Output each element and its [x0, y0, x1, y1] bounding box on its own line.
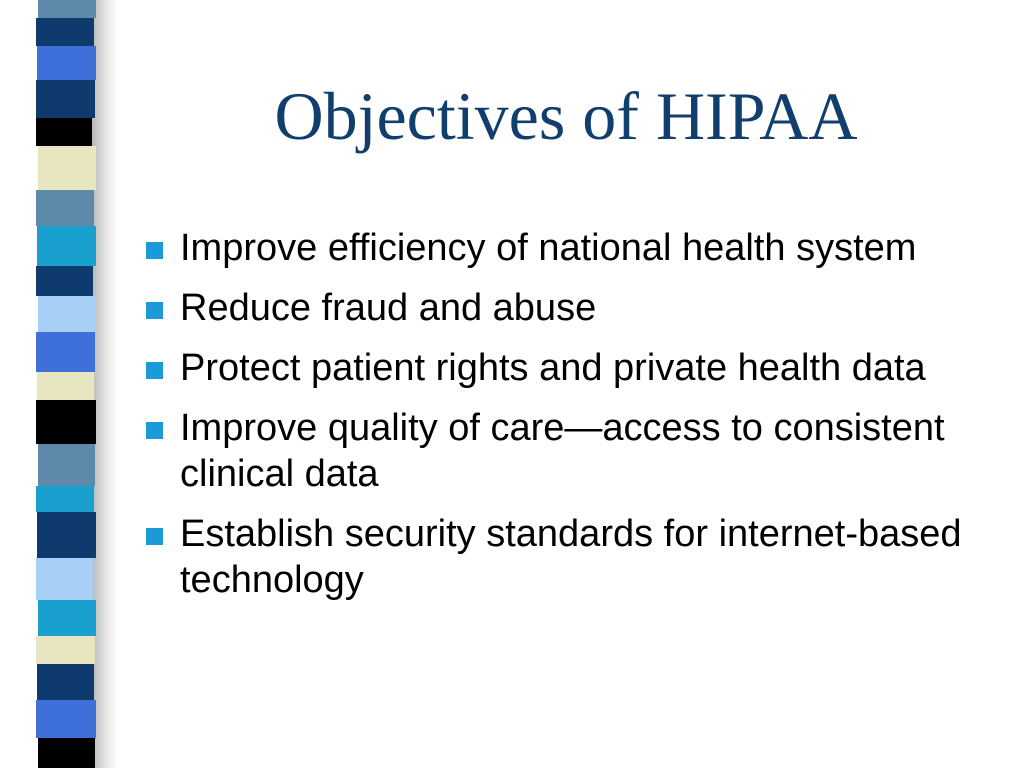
stripe-block: [36, 266, 93, 296]
list-item: [146, 405, 1006, 497]
stripe-block: [38, 600, 96, 636]
stripe-block: [37, 46, 96, 80]
stripe-block: [37, 512, 96, 558]
stripe-block: [38, 296, 96, 332]
stripe-block: [37, 664, 94, 700]
stripe-block: [38, 444, 95, 486]
list-item: [146, 511, 1006, 603]
stripe-block: [38, 738, 95, 768]
square-bullet-icon: [146, 302, 163, 319]
stripe-block: [38, 0, 96, 18]
stripe-block: [36, 332, 95, 372]
stripe-block: [37, 226, 96, 266]
bullet-list: [146, 225, 1006, 617]
list-item: [146, 225, 1006, 271]
stripe-block: [36, 700, 96, 738]
stripe-block: [37, 372, 94, 400]
square-bullet-icon: [146, 422, 163, 439]
list-item: [146, 285, 1006, 331]
bullet-text: Establish security standards for internet-based technology: [180, 513, 962, 601]
stripe-block: [38, 146, 96, 190]
stripe-block: [36, 80, 95, 118]
square-bullet-icon: [146, 362, 163, 379]
square-bullet-icon: [146, 528, 163, 545]
stripe-block: [36, 190, 94, 226]
list-item: [146, 345, 1006, 391]
slide-title: Objectives of HIPAA: [274, 78, 858, 154]
stripe-block: [36, 18, 94, 46]
bullet-text: Improve quality of care—access to consistent clinical data: [180, 407, 945, 495]
bullet-text: Reduce fraud and abuse: [180, 287, 597, 329]
decorative-stripe: [36, 0, 96, 768]
stripe-block: [36, 400, 96, 444]
stripe-block: [36, 486, 94, 512]
square-bullet-icon: [146, 242, 163, 259]
bullet-text: Protect patient rights and private health data: [180, 347, 926, 389]
bullet-text: Improve efficiency of national health system: [180, 227, 917, 269]
stripe-block: [36, 118, 92, 146]
stripe-block: [36, 558, 93, 600]
stripe-block: [36, 636, 95, 664]
